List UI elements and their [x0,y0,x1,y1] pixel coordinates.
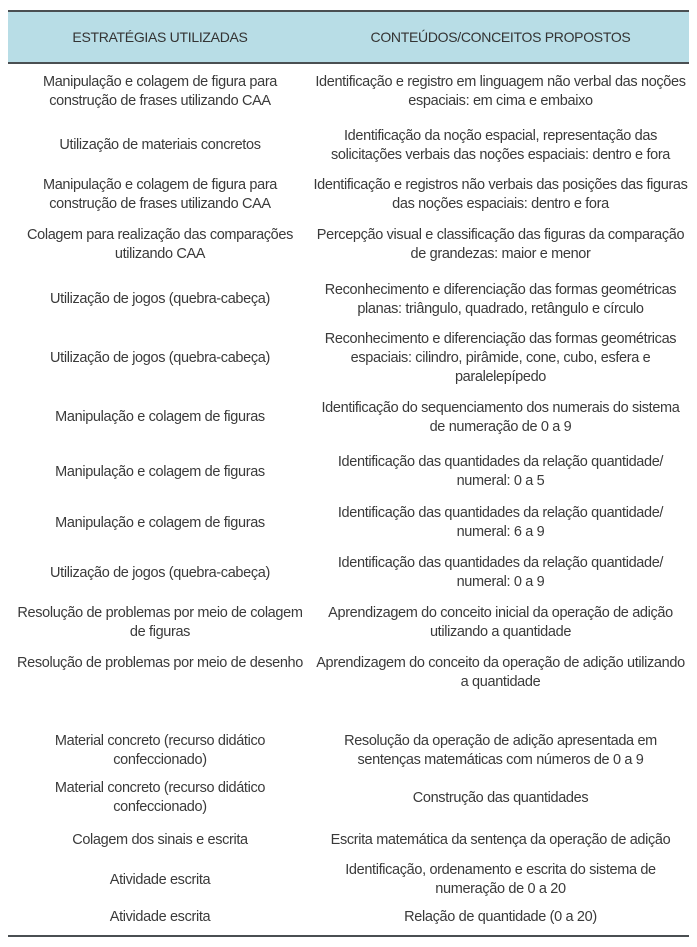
content-cell: Resolução da operação de adição apresentada em sentenças matemáticas com números de 0 a 9 [344,733,657,768]
table-row [8,120,689,171]
content-cell: Identificação da noção espacial, representação das solicitações verbais das noções espaciais: dentro e fora [330,127,671,163]
content-cell: Construção das quantidades [412,789,589,806]
strategy-cell: Resolução de problemas por meio de desenho [17,655,303,671]
table-row [8,900,689,935]
strategy-cell: Material concreto (recurso didático confeccionado) [54,780,266,815]
strategy-cell: Manipulação e colagem de figuras [55,409,265,425]
table-row [8,598,689,648]
strategy-cell: Manipulação e colagem de figuras [55,514,265,531]
table-row [8,171,689,218]
content-cell: Identificação do sequenciamento dos numerais do sistema de numeração de 0 a 9 [321,399,680,435]
table-row [8,446,689,498]
bottom-rule [8,935,689,937]
content-cell: Relação de quantidade (0 a 20) [404,909,597,925]
content-cell: Identificação das quantidades da relação quantidade/ numeral: 6 a 9 [337,505,664,540]
strategy-cell: Colagem dos sinais e escrita [72,831,248,848]
content-cell: Identificação, ordenamento e escrita do sistema de numeração de 0 a 20 [345,862,656,897]
table-row [8,648,689,726]
strategy-cell: Material concreto (recurso didático confeccionado) [54,733,266,768]
content-cell: Identificação das quantidades da relação quantidade/ numeral: 0 a 9 [337,555,664,590]
strategies-table [8,10,689,937]
table-row [8,271,689,328]
content-cell: Percepção visual e classificação das figuras da comparação de grandezas: maior e menor [316,226,685,262]
table-row [8,726,689,776]
content-cell: Reconhecimento e diferenciação das formas geométricas espaciais: cilindro, pirâmide, cone, cubo, esfera e paralelepípedo [324,331,677,385]
content-cell: Identificação e registro em linguagem não verbal das noções espaciais: em cima e embaixo [315,74,686,109]
strategy-cell: Manipulação e colagem de figuras [55,463,265,480]
header-strategies: ESTRATÉGIAS UTILIZADAS [72,29,248,45]
content-cell: Aprendizagem do conceito inicial da operação de adição utilizando a quantidade [328,605,673,640]
table-row [8,218,689,271]
content-cell: Escrita matemática da sentença da operação de adição [330,831,671,848]
strategy-cell: Utilização de jogos (quebra-cabeça) [50,350,270,366]
strategy-cell: Atividade escrita [109,871,211,888]
strategy-cell: Manipulação e colagem de figura para construção de frases utilizando CAA [42,176,278,212]
table-row [8,64,689,120]
table-row [8,548,689,598]
strategy-cell: Resolução de problemas por meio de colagem de figuras [17,605,303,640]
strategy-cell: Manipulação e colagem de figura para construção de frases utilizando CAA [42,74,278,109]
content-cell: Identificação das quantidades da relação quantidade/ numeral: 0 a 5 [337,454,664,489]
strategy-cell: Utilização de jogos (quebra-cabeça) [50,564,270,581]
header-contents: CONTEÚDOS/CONCEITOS PROPOSTOS [370,29,631,45]
table-row [8,328,689,389]
content-cell: Aprendizagem do conceito da operação de adição utilizando a quantidade [316,655,685,690]
strategy-cell: Atividade escrita [109,909,211,925]
content-cell: Identificação e registros não verbais das posições das figuras das noções espaciais: dentro e fora [313,176,688,212]
table-row [8,820,689,860]
strategy-cell: Colagem para realização das comparações utilizando CAA [26,226,294,262]
table-row [8,776,689,820]
table-row [8,860,689,900]
table-header [8,10,689,64]
table-body [8,64,689,935]
strategy-cell: Utilização de jogos (quebra-cabeça) [50,291,270,307]
table-row [8,389,689,446]
table-row [8,498,689,548]
content-cell: Reconhecimento e diferenciação das formas geométricas planas: triângulo, quadrado, retângulo e círculo [324,281,677,317]
strategy-cell: Utilização de materiais concretos [59,137,261,153]
